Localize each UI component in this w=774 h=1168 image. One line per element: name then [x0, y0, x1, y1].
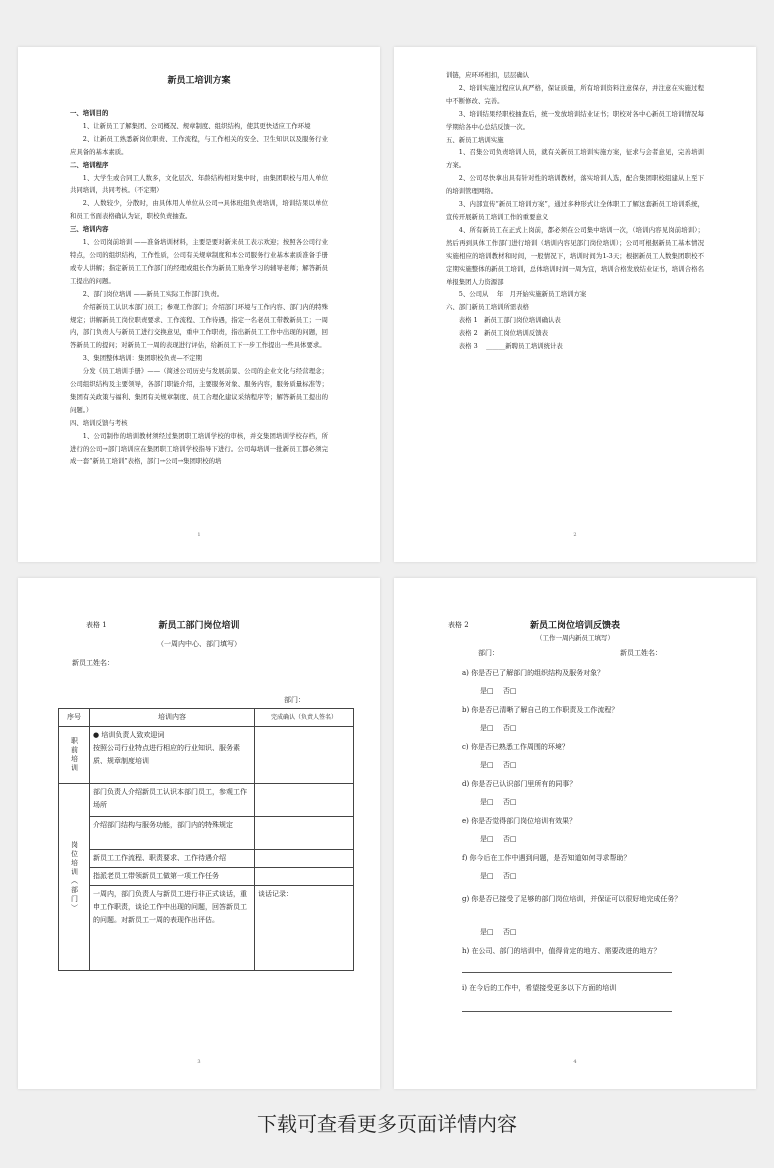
paragraph: 3、培训结果经职校抽查后，统一发放培训结业证书；职校对各中心新员工培训情况每学期给各中心总结反馈一次。	[446, 109, 704, 131]
question-f: f) 你今后在工作中遇到问题，是否知道如何寻求帮助？	[462, 854, 631, 862]
page-number: 2	[573, 532, 577, 538]
table-row	[59, 868, 354, 886]
section-heading: 二、培训程序	[70, 160, 109, 169]
training-confirmation-table	[58, 708, 354, 971]
table-row	[59, 817, 354, 850]
yes-no-checkbox[interactable]: 是□ 否□	[480, 724, 517, 732]
yes-no-checkbox[interactable]: 是□ 否□	[480, 687, 517, 695]
document-page-4	[394, 578, 756, 1089]
page-title: 新员工培训方案	[167, 76, 231, 86]
table-cell: ● 培训负责人致欢迎词	[93, 731, 165, 739]
table-row	[59, 784, 354, 817]
page-number: 3	[197, 1059, 201, 1065]
paragraph: 4、所有新员工在正式上岗前，都必须在公司集中培训一次，（培训内容见岗前培训）；然后再到具体工作部门进行培训（培训内容见部门岗位培训）；公司可根据新员工基本情况实施相应的培训教材和时间，一般情况下，培训时间为1-3天；根据新员工人数集团职校不定期实施整体的新员工培训，总体培训时间一周为宜，培训合格发放结业证书，培训合格名单报集团人力资源部	[446, 225, 704, 286]
yes-no-checkbox[interactable]: 是□ 否□	[480, 835, 517, 843]
table-cell: 一周内，部门负责人与新员工进行非正式谈话，重申工作职责，谈论工作中出现的问题，回答新员工的问题。对新员工一周的表现作出评估。	[90, 886, 255, 971]
group-label: 职前培训	[70, 737, 79, 773]
table-cell: 新员工工作流程、职责要求、工作待遇介绍	[90, 850, 255, 868]
question-h: h) 在公司、部门的培训中，值得肯定的地方、需要改进的地方？	[462, 947, 661, 955]
answer-line[interactable]	[462, 1011, 672, 1012]
page-number: 4	[573, 1059, 577, 1065]
paragraph: 2、培训实施过程应认真严格，保证质量，所有培训资料注意保存，并注意在实施过程中不断修改、完善。	[446, 83, 704, 105]
paragraph: 2、让新员工熟悉新岗位职责、工作流程，与工作相关的安全、卫生知识以及服务行业应具备的基本素质。	[70, 134, 328, 156]
group-label: 岗位培训（部门）	[70, 841, 79, 913]
document-page-1	[18, 47, 380, 562]
paragraph: 分发《员工培训手册》——（简述公司历史与发展前景、公司的企业文化与经营理念；公司组织结构及主要领导，各部门职能介绍，主要服务对象、服务内容，服务质量标准等；集团有关政策与福利、集团有关规章制度、员工合理化建议采纳程序等；解答新员工提出的问题。）	[70, 367, 328, 414]
form-title: 新员工部门岗位培训	[158, 621, 240, 631]
question-a: a) 你是否已了解部门的组织结构及服务对象？	[462, 669, 605, 677]
table-header: 序号	[59, 709, 90, 727]
yes-no-checkbox[interactable]: 是□ 否□	[480, 761, 517, 769]
paragraph: 5、公司从 年 月开始实施新员工培训方案	[458, 290, 587, 299]
form-title: 新员工岗位培训反馈表	[529, 621, 620, 631]
document-page-2	[394, 47, 756, 562]
signature-cell[interactable]	[255, 784, 354, 817]
download-more-caption: 下载可查看更多页面详情内容	[257, 1112, 517, 1136]
department-label: 部门：	[478, 649, 499, 657]
section-heading: 三、培训内容	[70, 225, 109, 234]
table-cell: 按照公司行业特点进行相应的行业知识、服务素质、规章制度培训	[93, 744, 240, 765]
question-b: b) 你是否已清晰了解自己的工作职责及工作流程？	[462, 706, 619, 714]
paragraph: 表格 2 新员工岗位培训反馈表	[458, 329, 548, 338]
paragraph: 六、部门新员工培训所需表格	[446, 303, 530, 312]
table-cell: 介绍部门结构与服务功能，部门内的特殊规定	[90, 817, 255, 850]
table-header: 完成确认（负责人签名）	[255, 709, 354, 727]
paragraph: 1、大学生或合同工人数多，文化层次、年龄结构相对集中时，由集团职校与用人单位共同培训，共同考核。（不定期）	[70, 173, 328, 195]
page-body	[70, 107, 328, 468]
yes-no-checkbox[interactable]: 是□ 否□	[480, 928, 517, 936]
paragraph: 3、集团整体培训：集团职校负责—不定期	[82, 354, 202, 363]
yes-no-checkbox[interactable]: 是□ 否□	[480, 872, 517, 880]
table-header-row	[59, 709, 354, 727]
paragraph: 1、公司岗前培训 ——准备培训材料，主要是要对新来员工表示欢迎；按照各公司行业特点，公司的组织结构，工作性质，公司有关规章制度和本公司服务行业基本素质准备手册或专人讲解；指定新员工工作部门的经理或组长作为新员工贴身学习的辅导老师；解答新员工提出的问题。	[70, 238, 328, 285]
paragraph: 1、召集公司负责培训人员，就有关新员工培训实施方案，征求与会者意见，完善培训方案。	[446, 148, 704, 170]
paragraph: 训链，应环环相扣，层层确认	[446, 71, 530, 79]
signature-cell[interactable]	[255, 727, 354, 784]
signature-cell[interactable]	[255, 868, 354, 886]
question-c: c) 你是否已熟悉工作周围的环境？	[462, 743, 569, 751]
paragraph: 表格 3 ______新聘员工培训统计表	[458, 342, 563, 351]
question-d: d) 你是否已认识部门里所有的同事？	[462, 780, 577, 788]
table-cell: 指派老员工带领新员工做第一项工作任务	[90, 868, 255, 886]
paragraph: 四、培训反馈与考核	[70, 418, 128, 427]
paragraph: 2、公司尽快拿出具有针对性的培训教材，落实培训人选，配合集团职校组建从上至下的培训管理网络。	[446, 174, 704, 196]
question-e: e) 你是否觉得部门岗位培训有效果？	[462, 817, 577, 825]
table-row	[59, 727, 354, 784]
talk-record-cell[interactable]: 谈话记录：	[255, 886, 354, 971]
yes-no-checkbox[interactable]: 是□ 否□	[480, 798, 517, 806]
paragraph: 表格 1 新员工部门岗位培训确认表	[458, 316, 561, 325]
table-row	[59, 886, 354, 971]
department-label: 部门：	[284, 696, 305, 704]
section-heading: 一、培训目的	[70, 109, 109, 117]
page-number: 1	[197, 532, 201, 538]
paragraph: 2、部门岗位培训 ——新员工实际工作部门负责。	[82, 289, 224, 298]
document-page-3	[18, 578, 380, 1089]
paragraph: 3、内部宣传“新员工培训方案”，通过多种形式让全体职工了解这套新员工培训系统，宣传开展新员工培训工作的重要意义	[446, 200, 704, 221]
paragraph: 五、新员工培训实施	[446, 135, 504, 144]
form-subtitle: （工作一周内新员工填写）	[536, 634, 614, 642]
paragraph: 1、让新员工了解集团、公司概况、规章制度、组织结构，使其更快适应工作环境	[82, 121, 311, 130]
question-g: g) 你是否已接受了足够的部门岗位培训，并保证可以很好地完成任务？	[462, 895, 682, 903]
table-cell: 部门负责人介绍新员工认识本部门员工，参观工作场所	[90, 784, 255, 817]
paragraph: 介绍新员工认识本部门员工；参观工作部门；介绍部门环境与工作内容、部门内的特殊规定；讲解新员工岗位职责要求、工作流程、工作待遇，指定一名老员工带教新员工；一周内，部门负责人与新员工进行交换意见，重申工作职责，指出新员工工作中出现的问题，回答新员工的提问；对新员工一周的表现进行评估，给新员工下一步工作提出一些具体要求。	[70, 302, 328, 350]
page-body	[446, 69, 704, 353]
employee-name-label: 新员工姓名：	[620, 649, 662, 657]
table-header: 培训内容	[90, 709, 255, 727]
table-row	[59, 850, 354, 868]
paragraph: 1、公司制作的培训教材须经过集团职工培训学校的审核，并交集团培训学校存档，所进行的公司→部门培训应在集团职工培训学校指导下进行。公司每培训一批新员工都必须完成一套“新员工培训”表格，部门→公司→集团职校的培	[70, 431, 328, 466]
employee-name-label: 新员工姓名：	[72, 659, 114, 667]
signature-cell[interactable]	[255, 850, 354, 868]
question-i: i) 在今后的工作中，希望接受更多以下方面的培训	[462, 984, 617, 992]
form-subtitle: （一周内中心、部门填写）	[157, 640, 241, 648]
answer-line[interactable]	[462, 972, 672, 973]
form-label: 表格 2	[448, 621, 469, 629]
form-label: 表格 1	[86, 621, 107, 629]
paragraph: 2、人数较少，分散时，由具体用人单位从公司→具体班组负责培训，培训结果以单位和员工书面表格确认为证，职校负责抽查。	[70, 199, 328, 221]
signature-cell[interactable]	[255, 817, 354, 850]
